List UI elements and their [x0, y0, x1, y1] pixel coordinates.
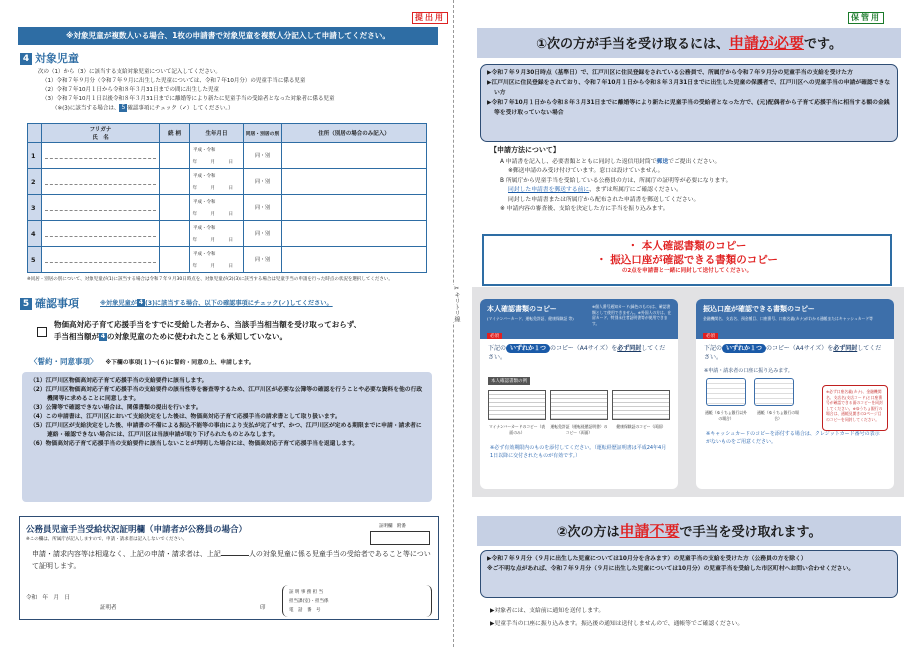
oath-item: （6）物価高対応子育て応援手当の支給要件に該当しないことが判明した場合には、物価高対応子育て応援手当を返還します。: [30, 441, 359, 447]
id-caption: 運転免許証（運転経歴証明書）のコピー（両面）: [550, 424, 608, 435]
required-badge: 必須: [703, 333, 718, 339]
children-count-field[interactable]: [221, 555, 249, 556]
copy-instruction: の2点を申請書と一緒に同封して送付してください。: [621, 268, 753, 274]
drivers-license-image: [550, 390, 608, 420]
criteria-item: （3）令和７年10月１日以後令和８年３月31日までに離婚等により新たに児童手当の受給者となった対象者に係る児童: [42, 96, 335, 102]
oath-item: （2）江戸川区物価高対応子育て応援手当の支給要件の該当性等を審査等するため、江戸川区が必要な公簿等の確認を行うことや必要な資料を他の行政機関等に求めることに同意します。: [30, 387, 423, 402]
method-note: ※ 申請内容の審査後、支給を決定した方に手当を振り込みます。: [500, 206, 669, 212]
body-pre: 申請・請求内容等は相違なく、上記の申請・請求者は、上記: [32, 550, 221, 558]
inst-underline: 必ず同封: [617, 345, 642, 352]
furigana-line: [45, 231, 156, 237]
notice-list: [490, 605, 743, 631]
mail-emphasis: 郵送: [656, 158, 669, 165]
name-cell[interactable]: [42, 169, 160, 195]
mynumber-card-image: [488, 390, 546, 420]
method-b-line2: [490, 186, 890, 196]
contact-block: [282, 585, 432, 617]
name-cell[interactable]: [42, 195, 160, 221]
inst-post: してください。: [704, 345, 882, 361]
section4-number: 4: [20, 53, 32, 65]
card-subtitle: 金融機関名、支店名、預金種目、口座番号、口座名義(カナ)がわかる通帳またはキャッシュカード等: [703, 316, 873, 321]
card-header: [480, 299, 678, 339]
name-label: 氏 名: [92, 135, 109, 141]
any-one-pill: いずれか１つ: [722, 344, 766, 353]
cut-line-label: [448, 285, 460, 322]
cut-line: [453, 0, 455, 647]
cohab-header: 同居・別居の別: [244, 124, 282, 143]
heading-emphasis: 申請が必要: [729, 34, 805, 52]
check-line: [54, 331, 434, 343]
ymd-label: 年 月 日: [192, 237, 239, 243]
id-captions: [480, 424, 678, 436]
civil-servant-certificate: [19, 516, 439, 620]
inst-underline: 必ず同封: [833, 345, 858, 352]
section5-note: [100, 298, 333, 307]
note-post: 確認事項にチェック（✓）してください。）: [127, 105, 234, 112]
method-title: 【申請方法について】: [490, 146, 560, 154]
era-label: 平成・令和: [193, 199, 216, 205]
child-row: [28, 143, 427, 169]
eligible-item: ▶江戸川区に住民登録をされており、令和７年10月１日から令和８年３月31日までに出生した児童の保護者で、江戸川区への児童手当の申請が確認できない方: [487, 80, 891, 96]
heading-post: です。: [804, 37, 842, 52]
card-header: [696, 299, 894, 339]
card-side-note: ※個人番号通知カード(緑色のもの)は、確認書類として使用できません。※外国人の方は、在留カード、特別永住者証明書等が使用できます。: [592, 304, 672, 326]
eligible-list: [480, 64, 898, 142]
copy-item: ・ 振込口座が確認できる書類のコピー: [596, 254, 778, 266]
seal-label: 印: [260, 605, 266, 611]
name-header: [42, 124, 160, 143]
oath-title: 〈誓約・同意事項〉: [30, 357, 98, 366]
oath-heading: [30, 356, 255, 367]
account-note: ※申請・請求者の口座に振り込みます。: [704, 368, 793, 374]
section4-ref: 4: [100, 333, 106, 340]
ymd-label: 年 月 日: [192, 211, 239, 217]
row-number: 4: [28, 221, 42, 247]
no-app-item: ▶令和７年９月分（９月に出生した児童については10月分を含みます）の児童手当の支給を受けた方（公務員の方を除く）: [487, 556, 807, 562]
ymd-label: 年 月 日: [192, 159, 239, 165]
required-copies-box: [482, 234, 892, 286]
child-row: [28, 195, 427, 221]
id-examples: [480, 386, 678, 424]
cohab-cell[interactable]: 同・別: [244, 169, 282, 195]
application-method: [490, 146, 890, 215]
required-badge: 必須: [487, 333, 502, 339]
section5-number: 5: [20, 298, 32, 310]
certificate-date: 令和 年 月 日: [26, 595, 71, 601]
copy-item: ・ 本人確認書類のコピー: [627, 240, 747, 252]
children-table: [27, 123, 427, 273]
intro-text: 次の（1）から（3）に該当する支給対象児童について記入してください。: [38, 69, 221, 75]
b-post: 、まずは所属庁にご確認ください。: [589, 187, 682, 193]
section4-intro: [38, 68, 438, 114]
inst-pre: 下記の: [488, 345, 507, 352]
validity-warning: ※必ず有効期限内のものを添付してください。（運転経歴証明書は平成24年4月1日以降に交付されたものが有効です。）: [490, 445, 667, 459]
furigana-line: [45, 205, 156, 211]
section4-heading: [20, 50, 79, 66]
certificate-number-field[interactable]: [370, 531, 430, 545]
dob-header: 生年月日: [190, 124, 244, 143]
insurance-card-image: [612, 390, 670, 420]
heading-pre: ①次の方が手当を受け取るには、: [536, 37, 730, 52]
oath-item: （1）江戸川区物価高対応子育て応援手当の支給要件に該当します。: [30, 378, 208, 384]
inst-mid: のコピー（A4サイズ）を: [766, 345, 834, 352]
check-line: 物価高対応子育て応援手当をすでに受給した者から、当該手当相当額を受け取っておらず、: [54, 320, 362, 329]
relation-cell[interactable]: [160, 169, 190, 195]
cohab-cell[interactable]: 同・別: [244, 247, 282, 273]
method-a: [490, 158, 890, 168]
oath-item: （5）江戸川区が支給決定をした後、申請書の不備による振込不能等の事由により支払が完了せず、かつ、江戸川区が定める期限までに申請・請求者に連絡・確認できない場合には、江戸川区は当該申請が取り下げられたものとみなします。: [30, 423, 422, 438]
child-row: [28, 247, 427, 273]
submission-stamp: 提出用: [412, 12, 448, 24]
certificate-title: 公務員児童手当受給状況証明欄（申請者が公務員の場合）: [26, 525, 248, 535]
passbook-icon: [706, 378, 746, 406]
heading-post: で手当を受け取れます。: [679, 525, 822, 540]
heading-pre: ②次の方は: [556, 525, 620, 540]
child-row: [28, 221, 427, 247]
row-number-header: [28, 124, 42, 143]
table-footnote: ※同居・別居の別について、対象児童が(1)に該当する場合は令和７年９月30日時点を、対象児童が(2)(3)に該当する場合は児童手当の申請を行った時点の状況を選択してください。: [27, 277, 393, 282]
dob-cell[interactable]: [190, 221, 244, 247]
oath-item: （3）公簿等で確認できない場合は、関係書類の提出を行います。: [30, 405, 202, 411]
address-cell[interactable]: [282, 195, 427, 221]
card-subtitle: (マイナンバーカード、運転免許証、健康保険証 等): [487, 316, 574, 321]
check-pre: 手当相当額が: [54, 332, 99, 341]
notice-item: ▶児童手当の口座に振り込みます。振込後の通知は送付しませんので、通帳等でご確認ください。: [490, 621, 744, 627]
check-post: の対象児童のために使われたことも承知していない。: [107, 332, 287, 341]
furigana-line: [45, 153, 156, 159]
any-one-pill: いずれか１つ: [506, 344, 550, 353]
contact-line: 証 明 事 務 担 当: [289, 590, 324, 595]
method-a-note: ※郵送申請のみ受け付けています。窓口は設けていません。: [508, 168, 664, 174]
eligible-item: ▶令和７年９月30日時点（基準日）で、江戸川区に住民登録をされている公務員で、所属庁から令和７年９月分の児童手当の支給を受けた方: [487, 70, 853, 76]
furigana-label: フリガナ: [89, 127, 112, 133]
address-cell[interactable]: [282, 143, 427, 169]
id-caption: 健康保険証のコピー（両面）: [616, 424, 666, 429]
cohab-cell[interactable]: 同・別: [244, 143, 282, 169]
inst-mid: のコピー（A4サイズ）を: [550, 345, 618, 352]
a-post: でご提出ください。: [668, 158, 721, 165]
passbook-icon: [754, 378, 794, 406]
era-label: 平成・令和: [193, 225, 216, 231]
criteria-item: （1）令和７年９月分（令和７年９月に出生した児童については、令和７年10月分）の児童手当に係る児童: [42, 78, 306, 84]
relation-header: 続 柄: [160, 124, 190, 143]
method-b: B 所属庁から児童手当を受給している公務員の方は、所属庁の証明等が必要になります。: [500, 177, 732, 184]
era-label: 平成・令和: [193, 147, 216, 153]
inst-pre: 下記の: [704, 345, 723, 352]
relation-cell[interactable]: [160, 221, 190, 247]
section4-ref: 4: [138, 299, 144, 306]
documents-panel: [472, 287, 904, 497]
criteria-item: （2）令和７年10月１日から令和８年３月31日までの間に出生した児童: [42, 87, 219, 93]
cut-label-text: キリトリ線: [453, 292, 460, 322]
relation-cell[interactable]: [160, 247, 190, 273]
no-app-item: ※ご不明な点があれば、令和７年９月分（９月に出生した児童については10月分）の児童手当を受給した市区町村へお問い合わせください。: [487, 566, 855, 572]
note-pre: ※対象児童が: [100, 300, 137, 307]
name-cell[interactable]: [42, 221, 160, 247]
inst-post: してください。: [488, 345, 666, 361]
row-number: 1: [28, 143, 42, 169]
multiple-children-banner: ※対象児童が複数人いる場合、1枚の申請書で対象児童を複数人分記入して申請してください。: [18, 27, 438, 45]
ymd-label: 年 月 日: [192, 263, 239, 269]
cohab-cell[interactable]: 同・別: [244, 195, 282, 221]
application-required-heading: [477, 28, 901, 58]
section5-heading: [20, 295, 79, 311]
address-header: 住所（別居の場合のみ記入）: [282, 124, 427, 143]
keep-stamp: 保管用: [848, 12, 884, 24]
contact-line: 電 話 番 号: [289, 608, 321, 613]
contact-line: 担当課(室)・担当係: [289, 599, 329, 604]
confirmation-text: [54, 319, 434, 343]
bank-copy-card: [696, 299, 894, 489]
confirmation-checkbox[interactable]: [37, 327, 47, 337]
relation-cell[interactable]: [160, 195, 190, 221]
a-pre: A 申請書を記入し、必要書類とともに同封した返信用封筒で: [500, 158, 657, 165]
section5-title: 確認事項: [35, 297, 79, 310]
note-post: (3)に該当する場合、以下の確認事項にチェック(✓)してください。: [144, 300, 333, 307]
row-number: 2: [28, 169, 42, 195]
row-number: 3: [28, 195, 42, 221]
address-cell[interactable]: [282, 247, 427, 273]
id-copy-card: [480, 299, 678, 489]
method-b-line3: 同封した申請書または所属庁から配布された申請書を郵送してください。: [508, 196, 700, 203]
address-cell[interactable]: [282, 221, 427, 247]
heading-emphasis: 申請不要: [619, 522, 680, 540]
name-cell[interactable]: [42, 143, 160, 169]
eligible-item: ▶令和７年10月１日から令和８年３月31日までに離婚等により新たに児童手当の受給者となった方で、(元)配偶者から子育て応援手当に相当する額の金銭等を受け取っていない場合: [487, 100, 890, 116]
dob-cell[interactable]: [190, 169, 244, 195]
relation-cell[interactable]: [160, 143, 190, 169]
passbook-caption: 通帳（ゆうちょ銀行の場合）: [757, 410, 799, 421]
row-number: 5: [28, 247, 42, 273]
dob-cell[interactable]: [190, 247, 244, 273]
application-page: [0, 0, 455, 647]
era-label: 平成・令和: [193, 251, 216, 257]
furigana-line: [45, 257, 156, 263]
ymd-label: 年 月 日: [192, 185, 239, 191]
address-cell[interactable]: [282, 169, 427, 195]
body-post: 人の対象児童に係る児童手当の受給者であること等について証明します。: [32, 550, 431, 570]
section4-title: 対象児童: [35, 52, 79, 65]
oath-list: [22, 372, 432, 502]
era-label: 平成・令和: [193, 173, 216, 179]
furigana-line: [45, 179, 156, 185]
info-page: [462, 0, 915, 647]
notice-item: ▶対象者には、支給前に通知を送付します。: [490, 608, 605, 614]
card-instruction: [480, 339, 678, 367]
oath-note: ※下欄の事項(１)～(６)に誓約・同意の上、申請します。: [105, 360, 255, 366]
certificate-subtitle: ※この欄は、所属庁が記入しますので、申請・請求者は記入しないでください。: [26, 537, 188, 542]
card-title: 本人確認書類のコピー: [487, 305, 557, 313]
name-cell[interactable]: [42, 247, 160, 273]
id-caption: マイナンバーカードのコピー（表面のみ）: [488, 424, 546, 435]
criteria-note: [38, 104, 438, 114]
section5-ref: 5: [119, 104, 127, 112]
scissors-icon: ✂: [453, 285, 460, 292]
note-pre: （※(3)に該当する場合は、: [52, 105, 120, 112]
certificate-tag: 証明欄 附番: [379, 524, 406, 529]
child-row: [28, 169, 427, 195]
oath-item: （4）この申請書は、江戸川区において支給決定をした後は、物価高対応子育て応援手当の請求書として取り扱います。: [30, 414, 341, 420]
passbook-red-note: ※必ず口座名義(カナ)、金融機関名、支店名(支店コード)と口座番号が確認できる面のコピーを同封してください。※ゆうちょ銀行の場合は、通帳見開きの2ページ目のコピーを同封してください。: [822, 385, 888, 431]
card-instruction: [696, 339, 894, 367]
no-application-list: [480, 550, 898, 598]
certificate-body: [26, 548, 432, 572]
example-label: 本人確認書類の例: [488, 377, 530, 385]
cohab-cell[interactable]: 同・別: [244, 221, 282, 247]
b-underline: 同封した申請書を郵送する前に: [508, 187, 590, 193]
dob-cell[interactable]: [190, 195, 244, 221]
card-title: 振込口座が確認できる書類のコピー: [703, 305, 815, 313]
cashcard-warning: ※キャッシュカードのコピーを添付する場合は、クレジットカード番号の表示がないものをご用意ください。: [706, 431, 880, 445]
passbook-caption: 通帳（ゆうちょ銀行以外の場合）: [705, 410, 747, 421]
dob-cell[interactable]: [190, 143, 244, 169]
no-application-heading: [477, 516, 901, 546]
certifier-label: 証明者: [100, 605, 117, 611]
